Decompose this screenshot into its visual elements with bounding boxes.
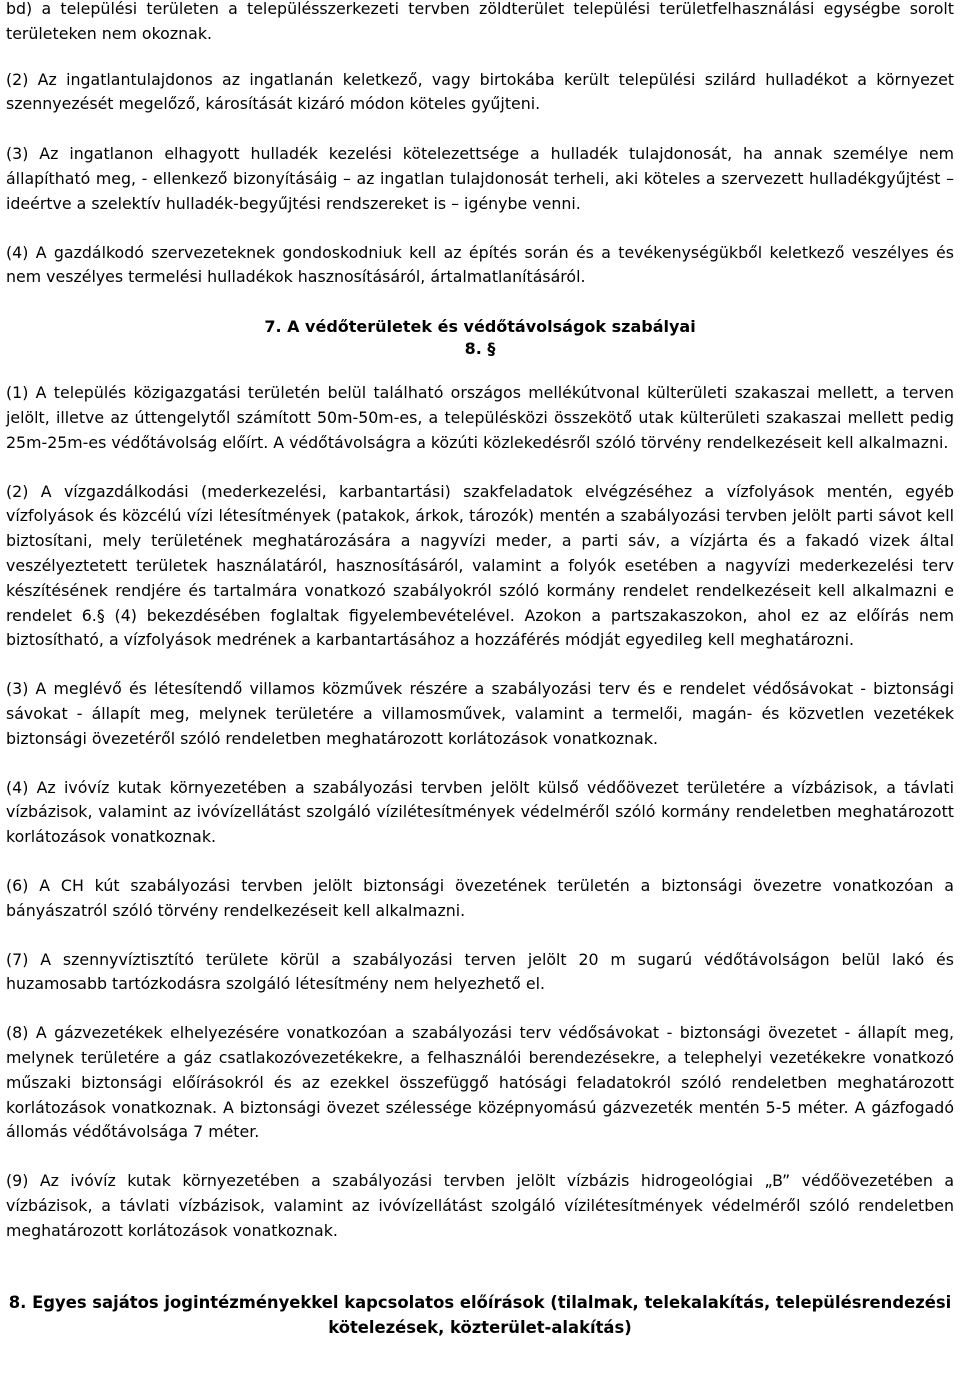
paragraph-8-2: (2) A vízgazdálkodási (mederkezelési, karbantartási) szakfeladatok elvégzéséhez a vízfolyások mentén, egyéb vízfolyások és közcélú vízi létesítmények (patakok, árkok, tározók) mentén a szabályozási tervben jelölt parti sávot kell biztosítani, mely területének meghatározására a nagyvízi meder, a parti sáv, a vízjárta és a fakadó vizek által veszélyeztetett területek használatáról, hasznosításáról, valamint a folyók esetében a nagyvízi mederkezelési terv készítésének rendjére és tartalmára vonatkozó szabályokról szóló kormány rendelet rendelkezéseit kell alkalmazni e rendelet 6.§ (4) bekezdésében foglaltak figyelembevételével. Azokon a partszakaszokon, ahol ez az előírás nem biztosítható, a vízfolyások medrének a karbantartásához a hozzáférés módját egyedileg kell meghatározni. xyxy=(6,481,954,650)
paragraph-2: (2) Az ingatlantulajdonos az ingatlanán keletkező, vagy birtokába került települési szilárd hulladékot a környezet szennyezését megelőző, károsítását kizáró módon köteles gyűjteni. xyxy=(6,69,954,114)
paragraph-8-heading: 8. § xyxy=(464,339,496,359)
paragraph-8-3: (3) A meglévő és létesítendő villamos közművek részére a szabályozási terv és e rendelet védősávokat - biztonsági sávokat - állapít meg, melynek területére a villamosművek, valamint a termelői, magán- és közvetlen vezetékek biztonsági övezetéről szóló rendeletben meghatározott korlátozások vonatkoznak. xyxy=(6,679,954,748)
paragraph-3: (3) Az ingatlanon elhagyott hulladék kezelési kötelezettsége a hulladék tulajdonosát, ha annak személye nem állapítható meg, - ellenkező bizonyításáig – az ingatlan tulajdonosát terheli, aki köteles a szervezett hulladékgyűjtést – ideértve a szelektív hulladék-begyűjtési rendszereket is – igénybe venni. xyxy=(6,144,954,213)
section-7-heading: 7. A védőterületek és védőtávolságok szabályai xyxy=(264,317,696,337)
section-8-heading: 8. Egyes sajátos jogintézményekkel kapcsolatos előírások (tilalmak, telekalakítás, településrendezési kötelezések, közterület-alakítás) xyxy=(8,1293,952,1338)
paragraph-8-1: (1) A település közigazgatási területén belül található országos mellékútvonal külterületi szakaszai mellett, a terven jelölt, illetve az úttengelytől számított 50m-50m-es, a településközi összekötő utak külterületi szakaszai mellett pedig 25m-25m-es védőtávolság előírt. A védőtávolságra a közúti közlekedésről szóló törvény rendelkezéseit kell alkalmazni. xyxy=(6,383,954,452)
paragraph-8-7: (7) A szennyvíztisztító területe körül a szabályozási terven jelölt 20 m sugarú védőtávolságon belül lakó és huzamosabb tartózkodásra szolgáló létesítmény nem helyezhető el. xyxy=(6,949,954,994)
paragraph-4: (4) A gazdálkodó szervezeteknek gondoskodniuk kell az építés során és a tevékenységükből keletkező veszélyes és nem veszélyes termelési hulladékok hasznosításáról, ártalmatlanításáról. xyxy=(6,242,954,287)
paragraph-8-6: (6) A CH kút szabályozási tervben jelölt biztonsági övezetének területén a biztonsági övezetre vonatkozóan a bányászatról szóló törvény rendelkezéseit kell alkalmazni. xyxy=(6,875,954,920)
paragraph-8-9: (9) Az ivóvíz kutak környezetében a szabályozási tervben jelölt vízbázis hidrogeológiai „B” védőövezetében a vízbázisok, a távlati vízbázisok, valamint az ivóvízellátást szolgáló vízilétesítmények védelméről szóló rendeletben meghatározott korlátozások vonatkoznak. xyxy=(6,1171,954,1240)
paragraph-8-8: (8) A gázvezetékek elhelyezésére vonatkozóan a szabályozási terv védősávokat - biztonsági övezetet - állapít meg, melynek területére a gáz csatlakozóvezetékekre, a felhasználói berendezésekre, a telephelyi vezetékekre vonatkozó műszaki biztonsági előírásokról és az ezekkel összefüggő hatósági feladatokról szóló rendeletben meghatározott korlátozások vonatkoznak. A biztonsági övezet szélessége középnyomású gázvezeték mentén 5-5 méter. A gázfogadó állomás védőtávolsága 7 méter. xyxy=(6,1023,954,1142)
paragraph-bd: bd) a települési területen a településszerkezeti tervben zöldterület települési területfelhasználási egységbe sorolt területeken nem okoznak. xyxy=(6,0,954,43)
paragraph-8-4: (4) Az ivóvíz kutak környezetében a szabályozási tervben jelölt külső védőövezet területére a vízbázisok, a távlati vízbázisok, valamint az ivóvízellátást szolgáló vízilétesítmények védelméről szóló kormány rendeletben meghatározott korlátozások vonatkoznak. xyxy=(6,777,954,847)
document-page xyxy=(6,0,954,1340)
